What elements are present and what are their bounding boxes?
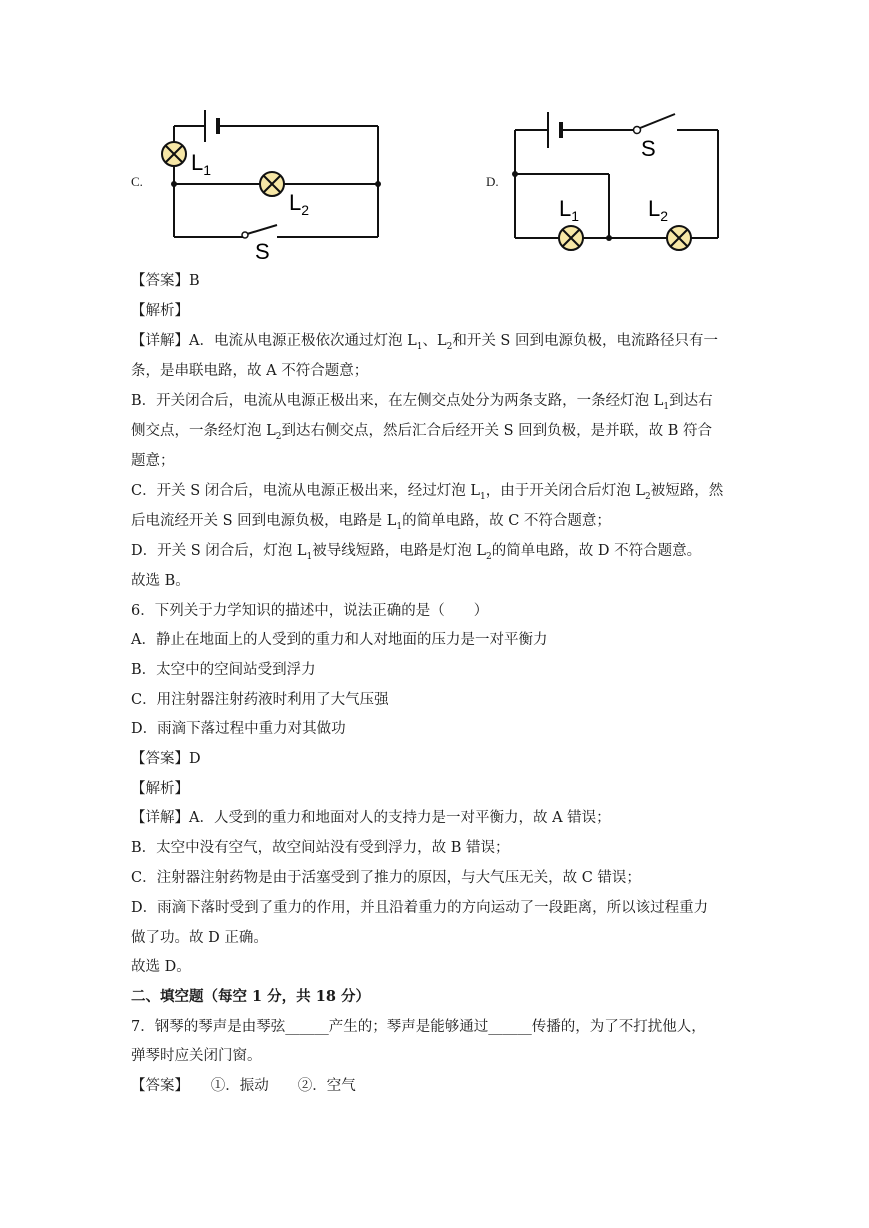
q6-analysis-heading: 【解析】 <box>131 781 189 797</box>
circuit-diagram-c <box>155 104 395 264</box>
q6-detail-b: B．太空中没有空气，故空间站没有受到浮力，故 B 错误； <box>131 840 510 856</box>
q5-detail-a-line2: 条，是串联电路，故 A 不符合题意； <box>131 363 369 379</box>
q7-stem-line2: 弹琴时应关闭门窗。 <box>131 1048 262 1064</box>
q5-detail-c-line1: C．开关 S 闭合后，电流从电源正极出来，经过灯泡 $L_1$，由于开关闭合后灯泡 $L_2$被短路，然 <box>131 483 724 502</box>
lamp-l2-icon <box>667 226 691 250</box>
lamp-l2-icon <box>260 172 284 196</box>
option-d-label: D. <box>486 174 499 189</box>
lamp-l2-sub: 2 <box>660 208 669 224</box>
switch-contact-icon <box>242 232 248 238</box>
q7-stem-line1: 7．钢琴的琴声是由琴弦______产生的；琴声是能够通过______传播的，为了不打扰他人， <box>131 1019 706 1035</box>
q5-detail-c-line2: 后电流经开关 S 回到电源负极，电路是 $L_1$的简单电路，故 C 不符合题意； <box>131 513 611 532</box>
svg-text:L1 <box>559 196 579 224</box>
q5-detail-b-line1: B．开关闭合后，电流从电源正极出来，在左侧交点处分为两条支路，一条经灯泡 $L_1$到达右 <box>131 393 713 412</box>
lamp-l1-label: L <box>559 196 572 221</box>
lamp-l1-label: L <box>191 150 204 175</box>
lamp-l2-label: L <box>648 196 661 221</box>
q5-answer: 【答案】B <box>131 273 200 289</box>
lamp-l1-sub: 1 <box>203 162 212 178</box>
q6-answer: 【答案】D <box>131 751 201 767</box>
svg-text:L2 <box>648 196 668 224</box>
q5-detail-b-line2: 侧交点，一条经灯泡 $L_2$到达右侧交点，然后汇合后经开关 S 回到负极，是并联，故 B 符合 <box>131 423 713 442</box>
q6-detail-c: C．注射器注射药物是由于活塞受到了推力的原因，与大气压无关，故 C 错误； <box>131 870 641 886</box>
q5-detail-a-line1: 【详解】A．电流从电源正极依次通过灯泡 $L_1$、$L_2$和开关 S 回到电源负极，电流路径只有一 <box>131 333 718 352</box>
switch-label: S <box>641 136 656 161</box>
q5-detail-b-line3: 题意； <box>131 453 175 469</box>
q7-answer: 【答案】 ①．振动 ②．空气 <box>131 1078 356 1094</box>
q5-analysis-heading: 【解析】 <box>131 303 189 319</box>
switch-contact-icon <box>634 127 641 134</box>
section-heading: 二、填空题（每空 1 分，共 18 分） <box>131 988 370 1005</box>
svg-text:L2 <box>289 190 309 218</box>
lamp-l1-sub: 1 <box>571 208 580 224</box>
q6-option-b: B．太空中的空间站受到浮力 <box>131 662 316 678</box>
switch-label: S <box>255 239 270 264</box>
q5-conclusion: 故选 B。 <box>131 573 190 589</box>
q5-detail-d-line1: D．开关 S 闭合后，灯泡 $L_1$被导线短路，电路是灯泡 $L_2$的简单电路，故 D 不符合题意。 <box>131 543 702 562</box>
q6-detail-d-line2: 做了功。故 D 正确。 <box>131 930 268 946</box>
q6-conclusion: 故选 D。 <box>131 959 191 975</box>
q6-detail-a: 【详解】A．人受到的重力和地面对人的支持力是一对平衡力，故 A 错误； <box>131 810 611 826</box>
q6-option-d: D．雨滴下落过程中重力对其做功 <box>131 721 346 737</box>
lamp-l1-icon <box>162 142 186 166</box>
option-c-label: C. <box>131 174 143 189</box>
lamp-l2-sub: 2 <box>301 202 310 218</box>
q6-option-a: A．静止在地面上的人受到的重力和人对地面的压力是一对平衡力 <box>131 632 548 648</box>
q6-option-c: C．用注射器注射药液时利用了大气压强 <box>131 692 389 708</box>
q6-stem: 6．下列关于力学知识的描述中，说法正确的是（ ） <box>131 603 489 619</box>
lamp-l2-label: L <box>289 190 302 215</box>
q6-detail-d-line1: D．雨滴下落时受到了重力的作用，并且沿着重力的方向运动了一段距离，所以该过程重力 <box>131 900 709 916</box>
svg-text:L1 <box>191 150 211 178</box>
lamp-l1-icon <box>559 226 583 250</box>
circuit-diagram-d <box>505 104 730 254</box>
